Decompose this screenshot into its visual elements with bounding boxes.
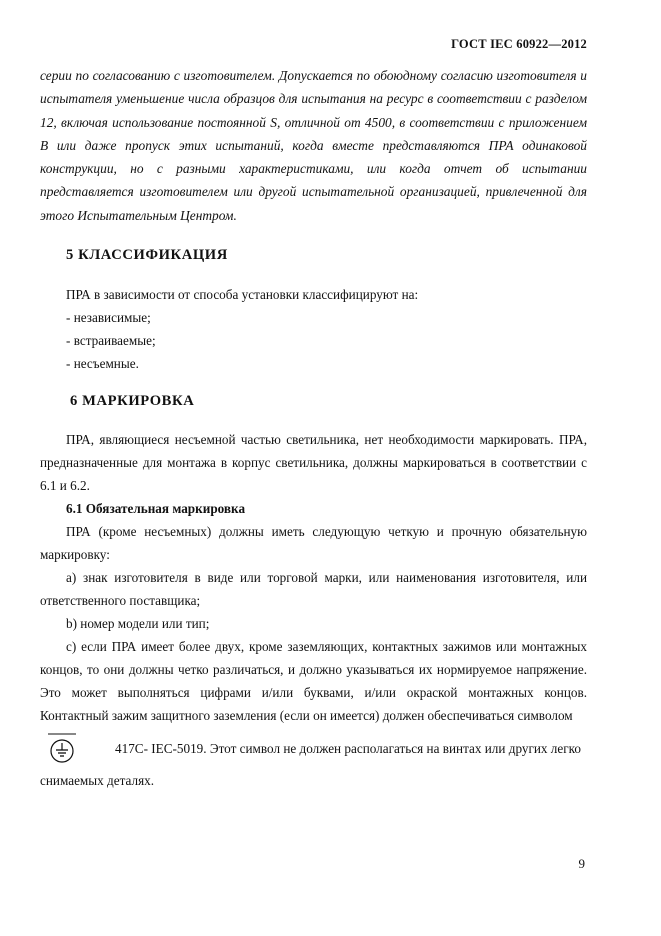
marking-item-b: b) номер модели или тип; [66, 616, 210, 632]
list-item: - независимые; [66, 310, 151, 326]
marking-item-c: c) если ПРА имеет более двух, кроме заземляющих, контактных зажимов или монтажных концов, то они должны четко различаться, и должно указываться их нормируемое напряжение. Это может выполняться цифрами и/или буквами, и/или окраской монтажных концов. Контактный зажим защитного заземления (если он имеется) должен обеспечиваться символом [40, 639, 587, 724]
protective-earth-icon [48, 733, 76, 767]
symbol-tail-text: снимаемых деталях. [40, 773, 155, 789]
section-6-title: 6 МАРКИРОВКА [70, 393, 195, 410]
subsection-6-1-title: 6.1 Обязательная маркировка [66, 501, 246, 517]
symbol-row [40, 733, 587, 775]
standard-header: ГОСТ IEC 60922—2012 [451, 37, 587, 51]
section-5-lead: ПРА в зависимости от способа установки классифицируют на: [66, 287, 419, 303]
list-item: - встраиваемые; [66, 333, 156, 349]
symbol-reference-text: 417С- IEC-5019. Этот символ не должен располагаться на винтах или других легко [115, 741, 581, 757]
list-item: - несъемные. [66, 356, 139, 372]
page-content [40, 64, 587, 792]
intro-paragraph: серии по согласованию с изготовителем. Допускается по обоюдному согласию изготовителя и испытателя уменьшение числа образцов для испытания на ресурс в соответствии с разделом 12, включая использование постоянной S, отличной от 4500, в соответствии с приложением В или даже пропуск этих испытаний, когда вместе представляются ПРА одинаковой конструкции, но с разными характеристиками, или когда отчет об испытании представляется изготовителем или другой испытательной организацией, привлеченной для этого Испытательным Центром. [40, 68, 587, 223]
page-number: 9 [578, 856, 585, 871]
section-6-paragraph: ПРА, являющиеся несъемной частью светильника, нет необходимости маркировать. ПРА, предназначенные для монтажа в корпус светильника, должны маркироваться в соответствии с 6.1 и 6.2. [40, 432, 587, 494]
marking-item-a: a) знак изготовителя в виде или торговой марки, или наименования изготовителя, или ответственного поставщика; [40, 570, 587, 609]
subsection-6-1-lead: ПРА (кроме несъемных) должны иметь следующую четкую и прочную обязательную маркировку: [40, 524, 587, 563]
section-5-title: 5 КЛАССИФИКАЦИЯ [66, 247, 228, 264]
